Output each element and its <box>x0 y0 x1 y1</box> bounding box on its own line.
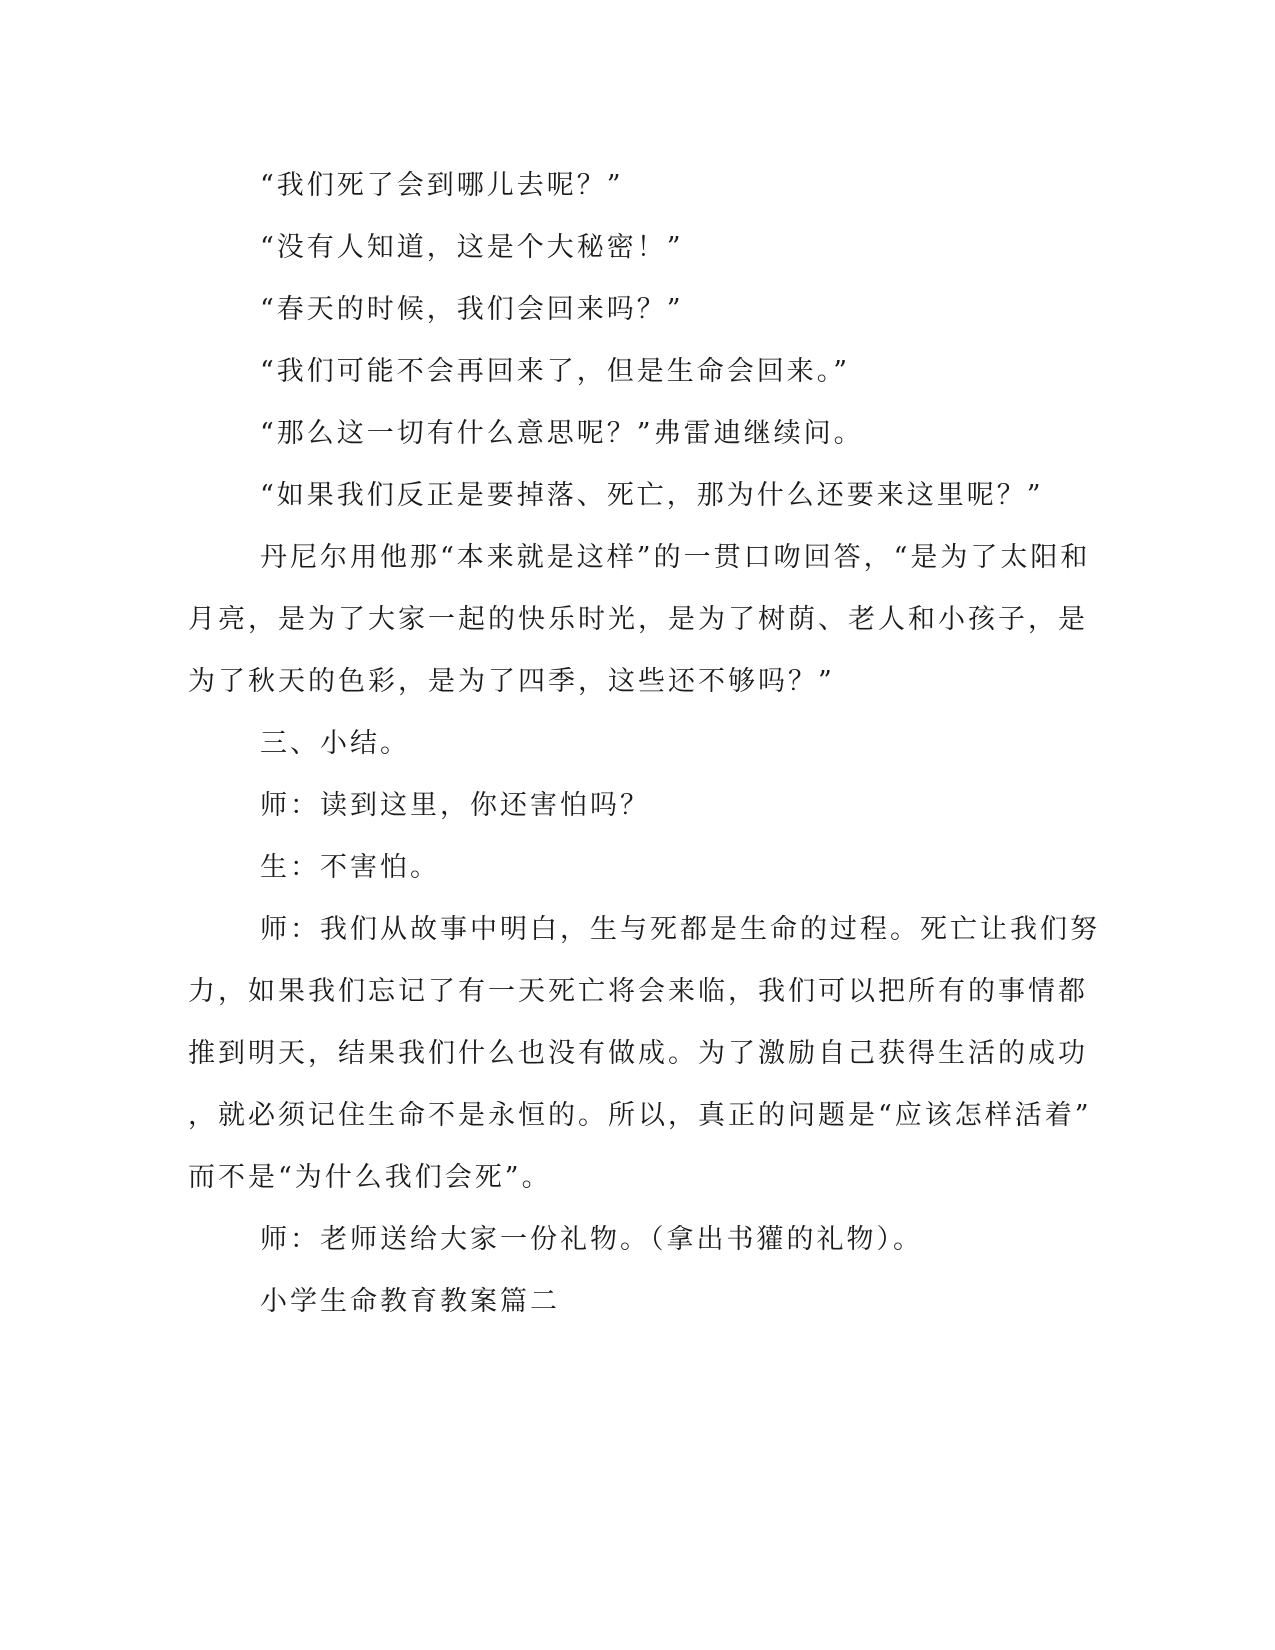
paragraph-line: 月亮，是为了大家一起的快乐时光，是为了树荫、老人和小孩子，是 <box>188 604 1088 635</box>
paragraph-line: 师：读到这里，你还害怕吗？ <box>260 790 650 821</box>
paragraph-line: “我们可能不会再回来了，但是生命会回来。” <box>260 356 851 387</box>
paragraph-line: 为了秋天的色彩，是为了四季，这些还不够吗？” <box>188 666 835 697</box>
section-heading: 三、小结。 <box>260 728 410 759</box>
paragraph-line: “那么这一切有什么意思呢？”弗雷迪继续问。 <box>260 418 864 449</box>
paragraph-line: “如果我们反正是要掉落、死亡，那为什么还要来这里呢？” <box>260 480 1044 511</box>
paragraph-line: 生：不害怕。 <box>260 852 440 883</box>
paragraph-line: “春天的时候，我们会回来吗？” <box>260 294 684 325</box>
paragraph-line: 师：我们从故事中明白，生与死都是生命的过程。死亡让我们努 <box>260 914 1100 945</box>
paragraph-line: 推到明天，结果我们什么也没有做成。为了激励自己获得生活的成功 <box>188 1038 1088 1069</box>
paragraph-line: “没有人知道，这是个大秘密！” <box>260 232 684 263</box>
document-body <box>188 155 1100 1333</box>
paragraph-line: ，就必须记住生命不是永恒的。所以，真正的问题是“应该怎样活着” <box>188 1100 1092 1131</box>
paragraph-line: 师：老师送给大家一份礼物。（拿出书獾的礼物）。 <box>260 1224 923 1255</box>
paragraph-line: 力，如果我们忘记了有一天死亡将会来临，我们可以把所有的事情都 <box>188 976 1088 1007</box>
section-title: 小学生命教育教案篇二 <box>260 1286 560 1317</box>
paragraph-line: 丹尼尔用他那“本来就是这样”的一贯口吻回答，“是为了太阳和 <box>260 542 1091 573</box>
paragraph-line: 而不是“为什么我们会死”。 <box>188 1162 552 1193</box>
paragraph-line: “我们死了会到哪儿去呢？” <box>260 170 624 201</box>
